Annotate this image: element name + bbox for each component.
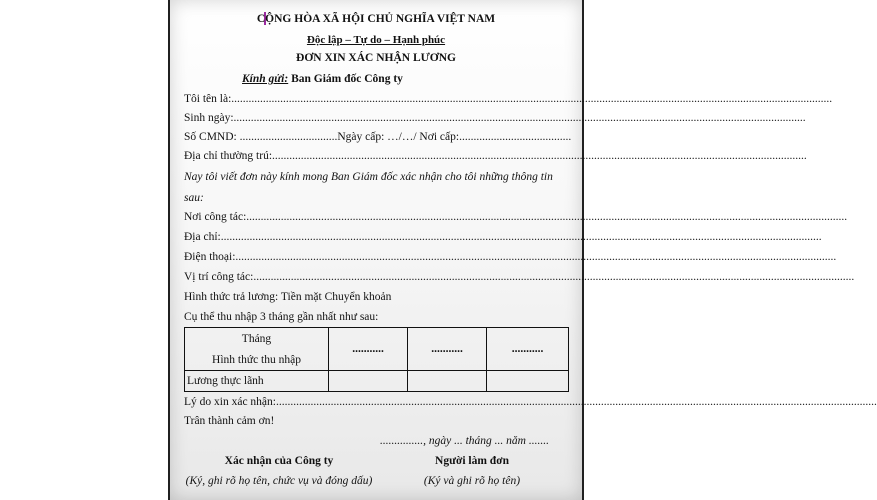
company-confirmation-note: (Ký, ghi rõ họ tên, chức vụ và đóng dấu) — [185, 475, 373, 487]
work-address-field-row[interactable]: Địa chỉ:................................................................................................................................................................................................................. — [184, 231, 822, 243]
birth-field-row[interactable]: Sinh ngày:....................................................................................................................................................................................................... — [184, 112, 806, 124]
national-title: CỘNG HÒA XÃ HỘI CHỦ NGHĨA VIỆT NAM — [256, 13, 496, 25]
position-label: Vị trí công tác: — [184, 271, 254, 283]
issue-place-dots: ....................................... — [459, 131, 572, 143]
recipient-label: Kính gửi: — [242, 73, 289, 85]
address-label: Địa chỉ thường trú: — [184, 150, 273, 162]
id-field-row[interactable] — [184, 130, 571, 144]
recipient-value: Ban Giám đốc Công ty — [288, 73, 403, 85]
document-page — [168, 0, 877, 500]
header-month: Tháng — [241, 332, 272, 345]
salary-cell-3[interactable] — [487, 371, 569, 392]
workplace-label: Nơi công tác: — [184, 211, 247, 223]
issue-label: Ngày cấp: …/…/ Nơi cấp: — [337, 131, 460, 143]
name-field-row[interactable]: Tôi tên là:................................................................................................................................................................................................................. — [184, 93, 833, 105]
id-dots: .................................. — [239, 131, 338, 143]
work-address-label: Địa chỉ: — [184, 231, 221, 243]
birth-label: Sinh ngày: — [184, 112, 234, 124]
applicant-title: Người làm đơn — [435, 455, 509, 467]
salary-cell-1[interactable] — [329, 371, 408, 392]
month-cell-1[interactable]: ........... — [329, 328, 408, 371]
table-header-row — [185, 328, 569, 371]
position-field-row[interactable]: Vị trí công tác:................................................................................................................................................................................................................. — [184, 271, 855, 283]
reason-field-row[interactable]: Lý do xin xác nhận:................................................................................................................................................................................................................. — [184, 396, 877, 408]
month-cell-2[interactable]: ........... — [408, 328, 487, 371]
intro-line-1: Nay tôi viết đơn này kính mong Ban Giám đốc xác nhận cho tôi những thông tin — [184, 171, 553, 183]
recipient-line — [242, 72, 403, 86]
form-title: ĐƠN XIN XÁC NHẬN LƯƠNG — [296, 52, 456, 64]
phone-field-row[interactable]: Điện thoại:................................................................................................................................................................................................................. — [184, 251, 837, 263]
thanks-text: Trân thành cảm ơn! — [184, 415, 275, 427]
id-label: Số CMND: — [184, 131, 240, 143]
header-income-type: Hình thức thu nhập — [212, 353, 301, 366]
payment-method: Hình thức trả lương: Tiền mặt Chuyển khoản — [184, 291, 392, 303]
applicant-note: (Ký và ghi rõ họ tên) — [423, 475, 521, 487]
income-intro: Cụ thể thu nhập 3 tháng gần nhất như sau: — [184, 311, 379, 323]
date-line: ..............., ngày ... tháng ... năm ....... — [380, 435, 549, 447]
table-row — [185, 371, 569, 392]
workplace-field-row[interactable]: Nơi công tác:................................................................................................................................................................................................................. — [184, 211, 848, 223]
phone-label: Điện thoại: — [184, 251, 236, 263]
month-cell-3[interactable]: ........... — [487, 328, 569, 371]
table-header-cell — [185, 328, 329, 371]
name-label: Tôi tên là: — [184, 93, 232, 105]
motto: Độc lập – Tự do – Hạnh phúc — [306, 34, 446, 46]
reason-label: Lý do xin xác nhận: — [184, 396, 276, 408]
address-field-row[interactable]: Địa chỉ thường trú:.......................................................................................................................................................................................... — [184, 150, 807, 162]
intro-line-2: sau: — [184, 192, 204, 204]
company-confirmation-title: Xác nhận của Công ty — [224, 455, 334, 467]
salary-label: Lương thực lãnh — [185, 371, 329, 392]
income-table — [184, 327, 569, 392]
salary-cell-2[interactable] — [408, 371, 487, 392]
